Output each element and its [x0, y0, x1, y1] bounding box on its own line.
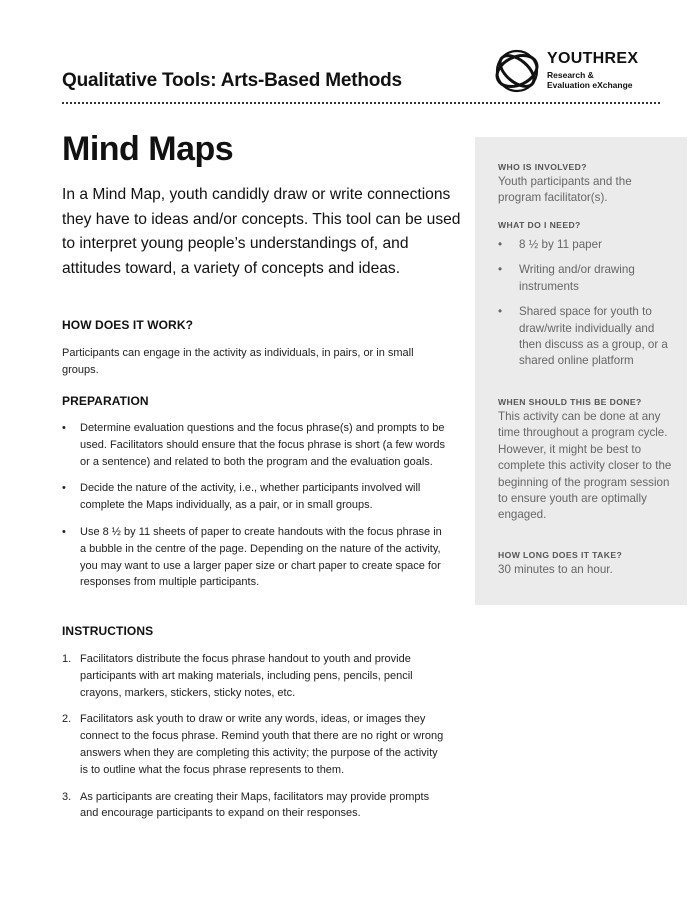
list-item: • Decide the nature of the activity, i.e., whether participants involved will complete the Maps individually, as a pair, or in small groups. — [62, 482, 421, 512]
when-text: This activity can be done at any time throughout a program cycle. However, it might be best to complete this activity closer to the beginning of the program session to ensure youth are optimally engaged. — [498, 410, 672, 522]
list-item: • 8 ½ by 11 paper — [498, 238, 602, 251]
duration-heading: HOW LONG DOES IT TAKE? — [498, 550, 623, 560]
how-text: Participants can engage in the activity as individuals, in pairs, or in small groups. — [62, 347, 414, 376]
intro-paragraph: In a Mind Map, youth candidly draw or write connections they have to ideas and/or concepts. This tool can be used to interpret young people’s understandings of, and attitudes toward, a variety of concepts and ideas. — [62, 186, 461, 277]
list-item: • Use 8 ½ by 11 sheets of paper to create handouts with the focus phrase in a bubble in the centre of the page. Depending on the nature of the activity, you may want to use a larger paper size or chart paper to create space for responses from multiple participants. — [62, 525, 442, 589]
youthrex-logo — [492, 46, 662, 98]
logo-tagline: Research & Evaluation eXchange — [547, 70, 633, 90]
need-heading: WHAT DO I NEED? — [498, 220, 581, 230]
duration-text: 30 minutes to an hour. — [498, 563, 613, 576]
preparation-list — [62, 420, 447, 591]
list-item: 2. Facilitators ask youth to draw or write any words, ideas, or images they connect to the focus phrase. Remind youth that there are no right or wrong answers when they are completing this activity; the purpose of the activity is to outline what the focus phrase represents to them. — [62, 713, 444, 776]
need-list — [498, 237, 668, 370]
page-title: Mind Maps — [62, 130, 234, 168]
when-heading: WHEN SHOULD THIS BE DONE? — [498, 397, 642, 407]
list-item: • Shared space for youth to draw/write individually and then discuss as a group, or a shared online platform — [498, 305, 668, 368]
how-heading: HOW DOES IT WORK? — [62, 318, 194, 332]
list-item: • Writing and/or drawing instruments — [498, 263, 635, 293]
series-title: Qualitative Tools: Arts-Based Methods — [62, 70, 402, 91]
info-sidebar — [475, 137, 687, 605]
who-heading: WHO IS INVOLVED? — [498, 162, 587, 172]
list-item: • Determine evaluation questions and the focus phrase(s) and prompts to be used. Facilitators should ensure that the focus phrase is short (a few words or a sentence) and related to both the program and the evaluation goals. — [62, 422, 446, 468]
header-divider — [62, 102, 660, 104]
list-item: 1. Facilitators distribute the focus phrase handout to youth and provide participants with art making materials, including pens, pencils, pencil crayons, markers, stickers, sticky notes, etc. — [62, 653, 413, 699]
youthrex-orbit-icon — [492, 46, 542, 96]
instructions-heading: INSTRUCTIONS — [62, 624, 154, 638]
preparation-heading: PREPARATION — [62, 394, 149, 408]
list-item: 3. As participants are creating their Maps, facilitators may provide prompts and encourage participants to expand on their responses. — [62, 790, 430, 820]
logo-wordmark: YOUTHREX — [547, 50, 639, 67]
who-text: Youth participants and the program facilitator(s). — [498, 175, 632, 205]
instructions-list — [62, 651, 447, 822]
